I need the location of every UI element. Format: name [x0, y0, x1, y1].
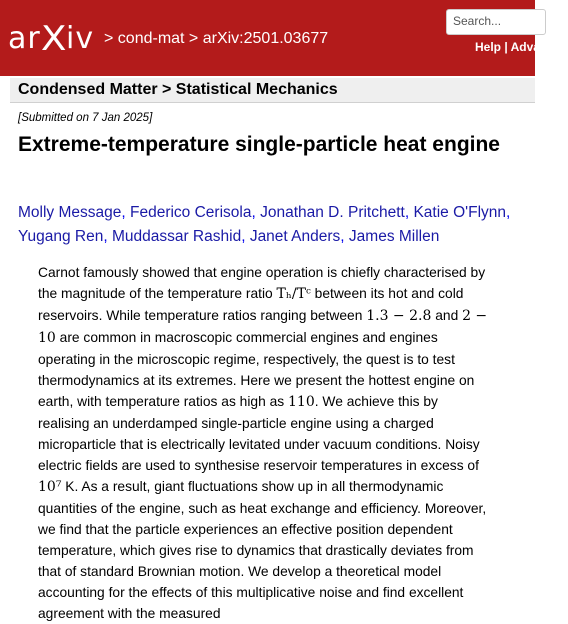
- abstract: [38, 262, 488, 624]
- author-link[interactable]: Jonathan D. Pritchett: [260, 204, 405, 221]
- author-link[interactable]: Katie O'Flynn: [413, 204, 507, 221]
- abstract-text: Carnot famously showed that engine operation is chiefly characterised by the magnitude of the temperature ratio: [38, 265, 486, 301]
- submission-date: [Submitted on 7 Jan 2025]: [18, 112, 153, 124]
- abstract-text: K. As a result, giant fluctuations show up in all thermodynamic quantities of the engine, such as heat exchange and efficiency. Moreover, we find that the particle experiences an effective position dependent temperature, which gives rise to dynamics that drastically deviates from that of standard Brownian motion. We develop a theoretical model accounting for the effects of this multiplicative noise and find excellent agreement with the measured: [38, 479, 487, 621]
- subject-bar: [10, 78, 535, 103]
- help-separator: |: [501, 40, 511, 54]
- arxiv-logo[interactable]: [8, 21, 94, 57]
- search-input[interactable]: Search...: [446, 9, 546, 35]
- subject-heading: Condensed Matter > Statistical Mechanics: [18, 81, 338, 98]
- help-link[interactable]: Help: [475, 40, 502, 54]
- author-list: Molly Message, Federico Cerisola, Jonathan D. Pritchett, Katie O'Flynn, Yugang Ren, Muddassar Rashid, Janet Anders, James Millen: [18, 204, 511, 245]
- author-link[interactable]: Muddassar Rashid: [111, 228, 242, 245]
- math-ten-seven: 10⁷: [38, 479, 62, 495]
- logo-suffix: iv: [66, 21, 95, 56]
- math-ratio-110: 110: [288, 394, 315, 410]
- advanced-search-link[interactable]: Advanced: [510, 40, 568, 54]
- author-link[interactable]: Janet Anders: [249, 228, 341, 245]
- abstract-text: are common in macroscopic commercial engines and engines operating in the microscopic regime, respectively, the quest is to test thermodynamics at its extremes. Here we present the hottest engine on earth, with temperature ratios as high as: [38, 330, 475, 409]
- breadcrumb[interactable]: > cond-mat > arXiv:2501.03677: [104, 30, 329, 47]
- abstract-text: . We achieve this by realising an underdamped single-particle engine using a charged microparticle that is electrically levitated under vacuum conditions. Noisy electric fields are used to synthesise reservoir temperatures in excess of: [38, 394, 480, 473]
- abstract-text: between its hot and cold reservoirs. While temperature ratios ranging between: [38, 286, 464, 323]
- math-range-macro: 1.3 − 2.8: [366, 308, 432, 324]
- abstract-text: and: [431, 308, 463, 323]
- help-links: [475, 40, 568, 54]
- author-link[interactable]: Molly Message: [18, 204, 122, 221]
- paper-title: Extreme-temperature single-particle heat engine: [18, 133, 500, 156]
- logo-prefix: ar: [8, 21, 41, 56]
- math-range-micro: 2 − 10: [38, 308, 488, 346]
- author-link[interactable]: Federico Cerisola: [130, 204, 252, 221]
- logo-x: X: [40, 19, 67, 59]
- site-header: [0, 0, 568, 76]
- author-link[interactable]: Yugang Ren: [18, 228, 104, 245]
- author-link[interactable]: James Millen: [348, 228, 440, 245]
- math-temp-ratio: Tₕ/Tᶜ: [276, 286, 311, 302]
